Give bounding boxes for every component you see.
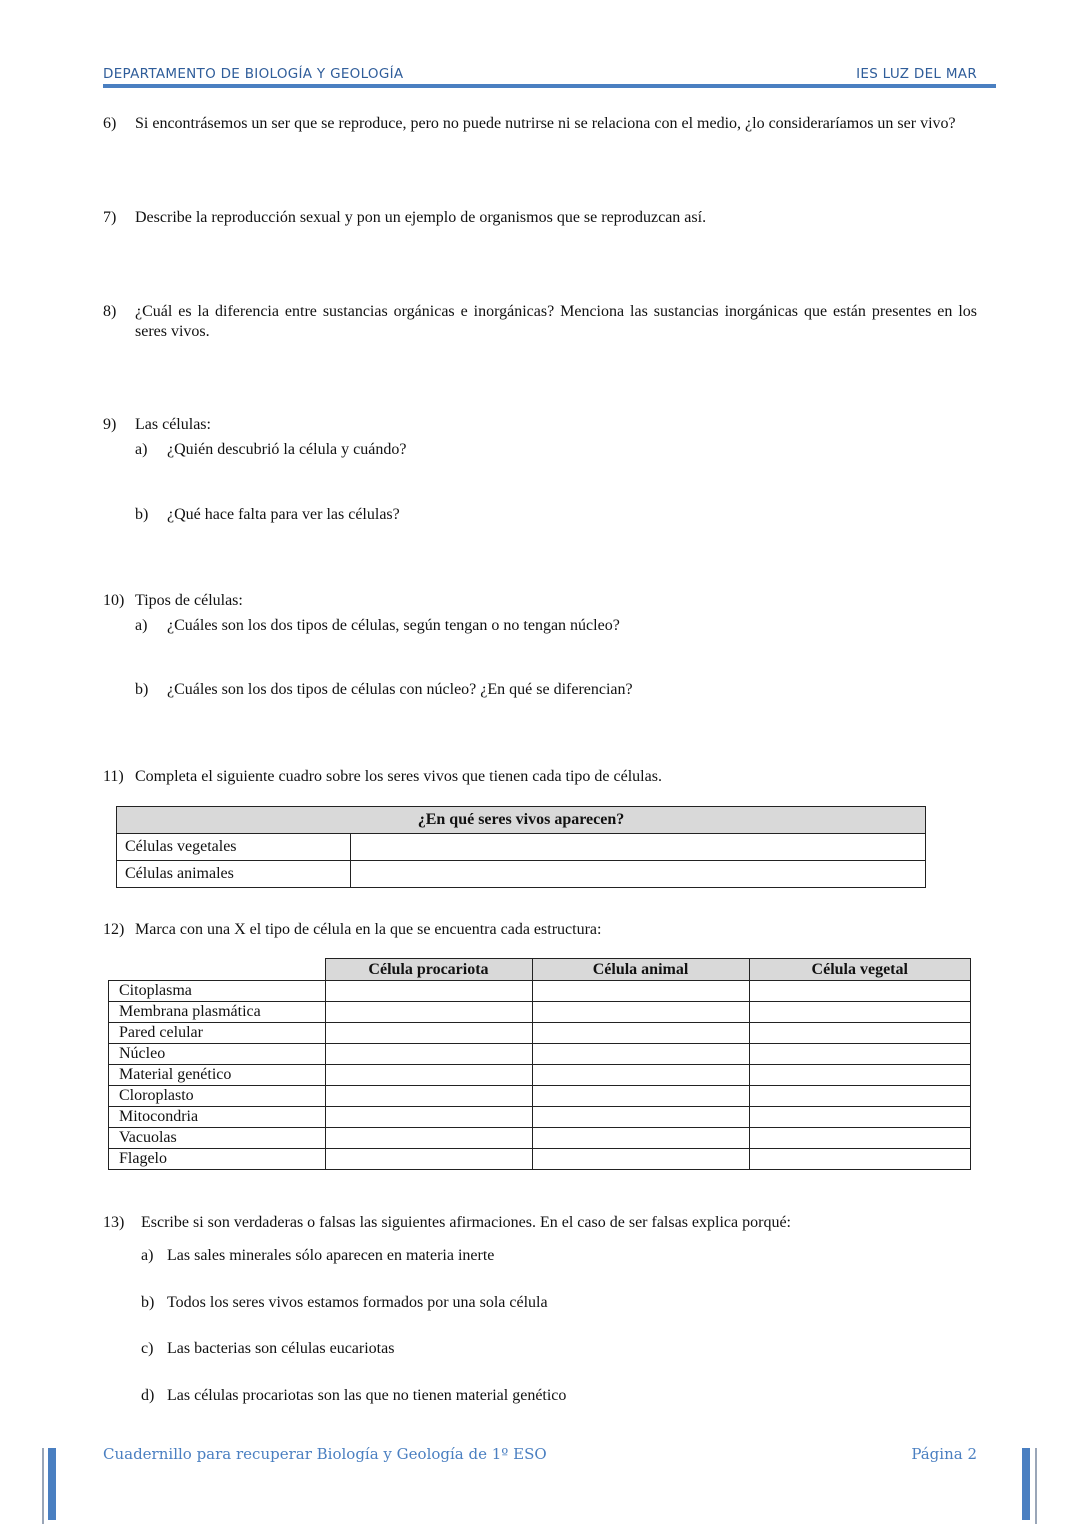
question-number: 12): [103, 921, 125, 938]
structure-label: Pared celular: [109, 1023, 326, 1044]
mark-cell[interactable]: [749, 1107, 971, 1128]
question-number: 13): [103, 1214, 125, 1231]
mark-cell[interactable]: [325, 1149, 532, 1170]
header-rule: [103, 84, 996, 88]
sub-letter: a): [135, 441, 148, 458]
mark-cell[interactable]: [749, 1002, 971, 1023]
question-text: Escribe si son verdaderas o falsas las siguientes afirmaciones. En el caso de ser falsas explica porqué:: [141, 1214, 791, 1231]
table-row: [109, 1002, 971, 1023]
structure-label: Vacuolas: [109, 1128, 326, 1149]
structure-label: Cloroplasto: [109, 1086, 326, 1107]
col-header-animal: Célula animal: [532, 959, 749, 981]
structure-label: Núcleo: [109, 1044, 326, 1065]
table-row: [117, 861, 926, 888]
sub-text: Las sales minerales sólo aparecen en materia inerte: [167, 1247, 495, 1264]
mark-cell[interactable]: [325, 1002, 532, 1023]
mark-cell[interactable]: [325, 1065, 532, 1086]
sub-text: ¿Cuáles son los dos tipos de células con núcleo? ¿En qué se diferencian?: [167, 681, 633, 698]
mark-cell[interactable]: [749, 1128, 971, 1149]
structure-label: Citoplasma: [109, 981, 326, 1002]
sub-letter: a): [135, 617, 148, 634]
table-row: [109, 1044, 971, 1065]
table-row: [109, 1107, 971, 1128]
col-header-prokaryote: Célula procariota: [325, 959, 532, 981]
mark-cell[interactable]: [325, 1086, 532, 1107]
question-number: 8): [103, 303, 117, 320]
table-row: [109, 1086, 971, 1107]
mark-cell[interactable]: [325, 981, 532, 1002]
sub-letter: d): [141, 1387, 155, 1404]
mark-cell[interactable]: [532, 1128, 749, 1149]
table-row: [109, 981, 971, 1002]
sub-text: Todos los seres vivos estamos formados por una sola célula: [167, 1294, 548, 1311]
row-label: Células vegetales: [117, 834, 351, 861]
table-row: [109, 1023, 971, 1044]
structure-label: Flagelo: [109, 1149, 326, 1170]
question-text: Marca con una X el tipo de célula en la que se encuentra cada estructura:: [135, 921, 602, 938]
mark-cell[interactable]: [532, 1149, 749, 1170]
footer-bar-left: [48, 1448, 56, 1520]
sub-letter: a): [141, 1247, 154, 1264]
sub-text: ¿Quién descubrió la célula y cuándo?: [167, 441, 407, 458]
mark-cell[interactable]: [532, 1086, 749, 1107]
mark-cell[interactable]: [749, 1149, 971, 1170]
mark-cell[interactable]: [532, 1107, 749, 1128]
sub-letter: b): [141, 1294, 155, 1311]
footer-bar-right: [1022, 1448, 1030, 1520]
table-row: [109, 1128, 971, 1149]
table-row: [117, 834, 926, 861]
mark-cell[interactable]: [749, 1065, 971, 1086]
mark-cell[interactable]: [532, 1002, 749, 1023]
footer-title: Cuadernillo para recuperar Biología y Geología de 1º ESO: [103, 1445, 547, 1463]
mark-cell[interactable]: [532, 1023, 749, 1044]
mark-cell[interactable]: [532, 981, 749, 1002]
sub-text: Las bacterias son células eucariotas: [167, 1340, 395, 1357]
mark-cell[interactable]: [325, 1128, 532, 1149]
question-text: ¿Cuál es la diferencia entre sustancias orgánicas e inorgánicas? Menciona las sustancias inorgánicas que están presentes en los seres vivos.: [135, 303, 977, 340]
sub-text: ¿Cuáles son los dos tipos de células, según tengan o no tengan núcleo?: [167, 617, 620, 634]
header-department: DEPARTAMENTO DE BIOLOGÍA Y GEOLOGÍA: [103, 66, 404, 82]
footer-bar-right-line: [1035, 1448, 1037, 1524]
sub-letter: b): [135, 506, 149, 523]
table-header: ¿En qué seres vivos aparecen?: [117, 807, 926, 834]
row-label: Células animales: [117, 861, 351, 888]
mark-cell[interactable]: [325, 1023, 532, 1044]
mark-cell[interactable]: [749, 1086, 971, 1107]
mark-cell[interactable]: [532, 1044, 749, 1065]
question-text: Completa el siguiente cuadro sobre los seres vivos que tienen cada tipo de células.: [135, 768, 662, 785]
question-number: 10): [103, 592, 125, 609]
mark-cell[interactable]: [532, 1065, 749, 1086]
page-number: Página 2: [911, 1445, 977, 1463]
page-header: [103, 66, 996, 88]
mark-cell[interactable]: [325, 1044, 532, 1065]
question-text: Describe la reproducción sexual y pon un ejemplo de organismos que se reproduzcan así.: [135, 209, 707, 226]
structure-label: Mitocondria: [109, 1107, 326, 1128]
header-school: IES LUZ DEL MAR: [856, 66, 977, 82]
table-row: [109, 1065, 971, 1086]
mark-cell[interactable]: [749, 1023, 971, 1044]
sub-letter: b): [135, 681, 149, 698]
question-text: Las células:: [135, 416, 211, 433]
sub-letter: c): [141, 1340, 154, 1357]
mark-cell[interactable]: [749, 1044, 971, 1065]
sub-text: ¿Qué hace falta para ver las células?: [167, 506, 400, 523]
living-beings-table: [116, 806, 926, 888]
question-number: 9): [103, 416, 117, 433]
question-number: 6): [103, 115, 117, 132]
question-text: Si encontrásemos un ser que se reproduce, pero no puede nutrirse ni se relaciona con el medio, ¿lo consideraríamos un ser vivo?: [135, 115, 956, 132]
sub-text: Las células procariotas son las que no tienen material genético: [167, 1387, 567, 1404]
col-header-plant: Célula vegetal: [749, 959, 971, 981]
question-text: Tipos de células:: [135, 592, 243, 609]
answer-cell[interactable]: [351, 834, 926, 861]
question-number: 7): [103, 209, 117, 226]
mark-cell[interactable]: [325, 1107, 532, 1128]
table-row: [109, 1149, 971, 1170]
answer-cell[interactable]: [351, 861, 926, 888]
question-number: 11): [103, 768, 124, 785]
mark-cell[interactable]: [749, 981, 971, 1002]
structure-label: Material genético: [109, 1065, 326, 1086]
empty-corner: [109, 959, 326, 981]
footer-bar-left-line: [42, 1448, 44, 1524]
structure-label: Membrana plasmática: [109, 1002, 326, 1023]
cell-structure-table: [108, 958, 971, 1170]
